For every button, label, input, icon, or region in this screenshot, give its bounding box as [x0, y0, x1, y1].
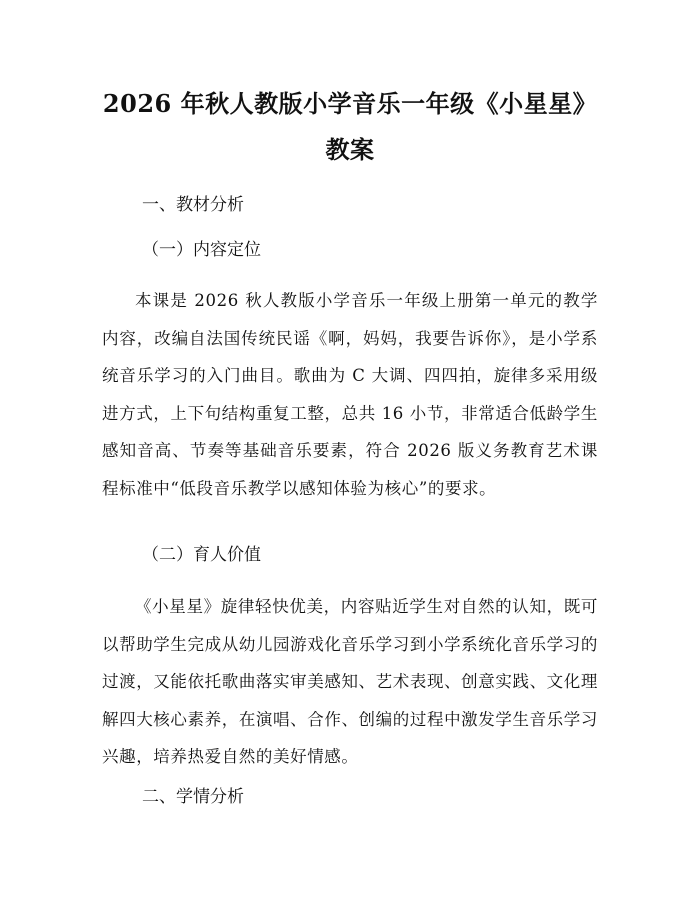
- document-title-line1: 2026 年秋人教版小学音乐一年级《小星星》: [102, 89, 598, 118]
- paragraph-content-positioning: 本课是 2026 秋人教版小学音乐一年级上册第一单元的教学内容，改编自法国传统民谣《啊，妈妈，我要告诉你》，是小学系统音乐学习的入门曲目。歌曲为 C 大调、四四拍，旋律多采用级进方式，上下句结构重复工整，总共 16 小节，非常适合低龄学生感知音高、节奏等基础音乐要素，符合 2026 版义务教育艺术课程标准中“低段音乐教学以感知体验为核心”的要求。: [102, 291, 598, 498]
- document-title-line2: 教案: [325, 135, 375, 164]
- subsection-heading-content-positioning: （一）内容定位: [142, 240, 261, 260]
- section-heading-textbook-analysis: 一、教材分析: [142, 195, 244, 215]
- section-heading-learner-analysis: 二、学情分析: [142, 787, 244, 807]
- subsection-heading-educational-value: （二）育人价值: [142, 545, 261, 565]
- paragraph-educational-value: 《小星星》旋律轻快优美，内容贴近学生对自然的认知，既可以帮助学生完成从幼儿园游戏化音乐学习到小学系统化音乐学习的过渡，又能依托歌曲落实审美感知、艺术表现、创意实践、文化理解四大核心素养，在演唱、合作、创编的过程中激发学生音乐学习兴趣，培养热爱自然的美好情感。: [102, 597, 598, 767]
